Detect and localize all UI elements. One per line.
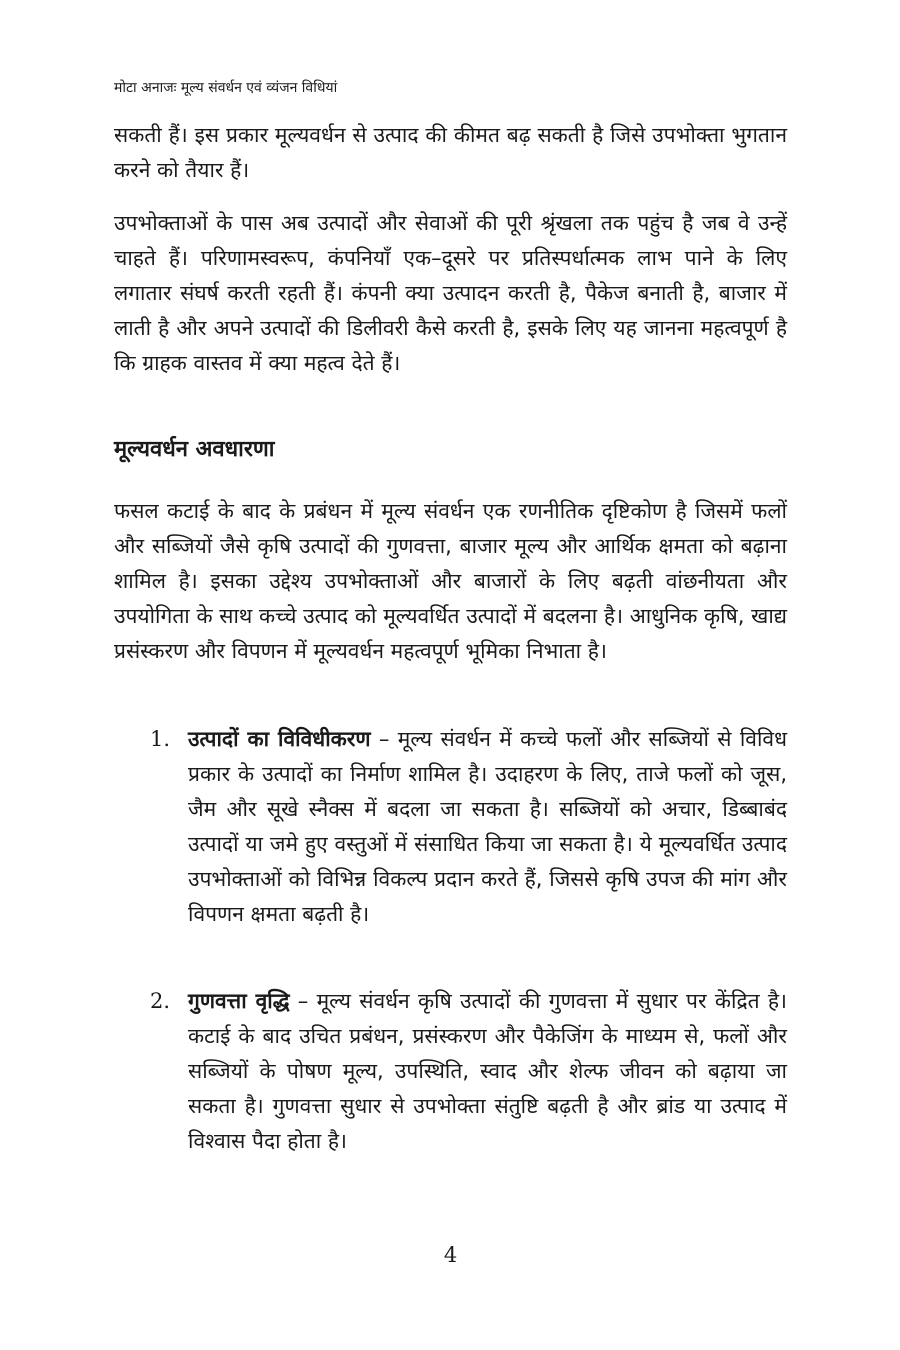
list-item-number: 2. <box>150 989 171 1013</box>
list-item-term: उत्पादों का विविधीकरण <box>188 727 371 751</box>
list-item-text: – मूल्य संवर्धन में कच्चे फलों और सब्जियों से विविध प्रकार के उत्पादों का निर्माण शामिल है। उदाहरण के लिए, ताजे फलों को जूस, जैम और सूखे स्नैक्स में बदला जा सकता है। सब्जियों को अचार, डिब्बाबंद उत्पादों या जमे हुए वस्तुओं में संसाधित किया जा सकता है। ये मूल्यवर्धित उत्पाद उपभोक्ताओं को विभिन्न विकल्प प्रदान करते हैं, जिससे कृषि उपज की मांग और विपणन क्षमता बढ़ती है। <box>188 727 787 926</box>
list-item-term: गुणवत्ता वृद्धि <box>188 989 290 1013</box>
section-heading: मूल्यवर्धन अवधारणा <box>114 437 275 462</box>
paragraph-continuation: सकती हैं। इस प्रकार मूल्यवर्धन से उत्पाद की कीमत बढ़ सकती है जिसे उपभोक्ता भुगतान करने को तैयार हैं। <box>114 123 787 182</box>
page-number: 4 <box>443 1243 458 1267</box>
list-item <box>150 722 787 932</box>
section-intro-paragraph: फसल कटाई के बाद के प्रबंधन में मूल्य संवर्धन एक रणनीतिक दृष्टिकोण है जिसमें फलों और सब्जियों जैसे कृषि उत्पादों की गुणवत्ता, बाजार मूल्य और आर्थिक क्षमता को बढ़ाना शामिल है। इसका उद्देश्य उपभोक्ताओं और बाजारों के लिए बढ़ती वांछनीयता और उपयोगिता के साथ कच्चे उत्पाद को मूल्यवर्धित उत्पादों में बदलना है। आधुनिक कृषि, खाद्य प्रसंस्करण और विपणन में मूल्यवर्धन महत्वपूर्ण भूमिका निभाता है। <box>114 499 787 663</box>
list-item <box>150 984 787 1159</box>
running-header: मोटा अनाजः मूल्य संवर्धन एवं व्यंजन विधियां <box>114 80 338 96</box>
list-item-text: – मूल्य संवर्धन कृषि उत्पादों की गुणवत्ता में सुधार पर केंद्रित है। कटाई के बाद उचित प्रबंधन, प्रसंस्करण और पैकेजिंग के माध्यम से, फलों और सब्जियों के पोषण मूल्य, उपस्थिति, स्वाद और शेल्फ जीवन को बढ़ाया जा सकता है। गुणवत्ता सुधार से उपभोक्ता संतुष्टि बढ़ती है और ब्रांड या उत्पाद में विश्वास पैदा होता है। <box>188 989 787 1153</box>
paragraph-consumers: उपभोक्ताओं के पास अब उत्पादों और सेवाओं की पूरी श्रृंखला तक पहुंच है जब वे उन्हें चाहते हैं। परिणामस्वरूप, कंपनियाँ एक–दूसरे पर प्रतिस्पर्धात्मक लाभ पाने के लिए लगातार संघर्ष करती रहती हैं। कंपनी क्या उत्पादन करती है, पैकेज बनाती है, बाजार में लाती है और अपने उत्पादों की डिलीवरी कैसे करती है, इसके लिए यह जानना महत्वपूर्ण है कि ग्राहक वास्तव में क्या महत्व देते हैं। <box>114 211 787 375</box>
list-item-diversification <box>150 722 787 932</box>
list-item-quality <box>150 984 787 1159</box>
list-item-number: 1. <box>150 727 171 751</box>
